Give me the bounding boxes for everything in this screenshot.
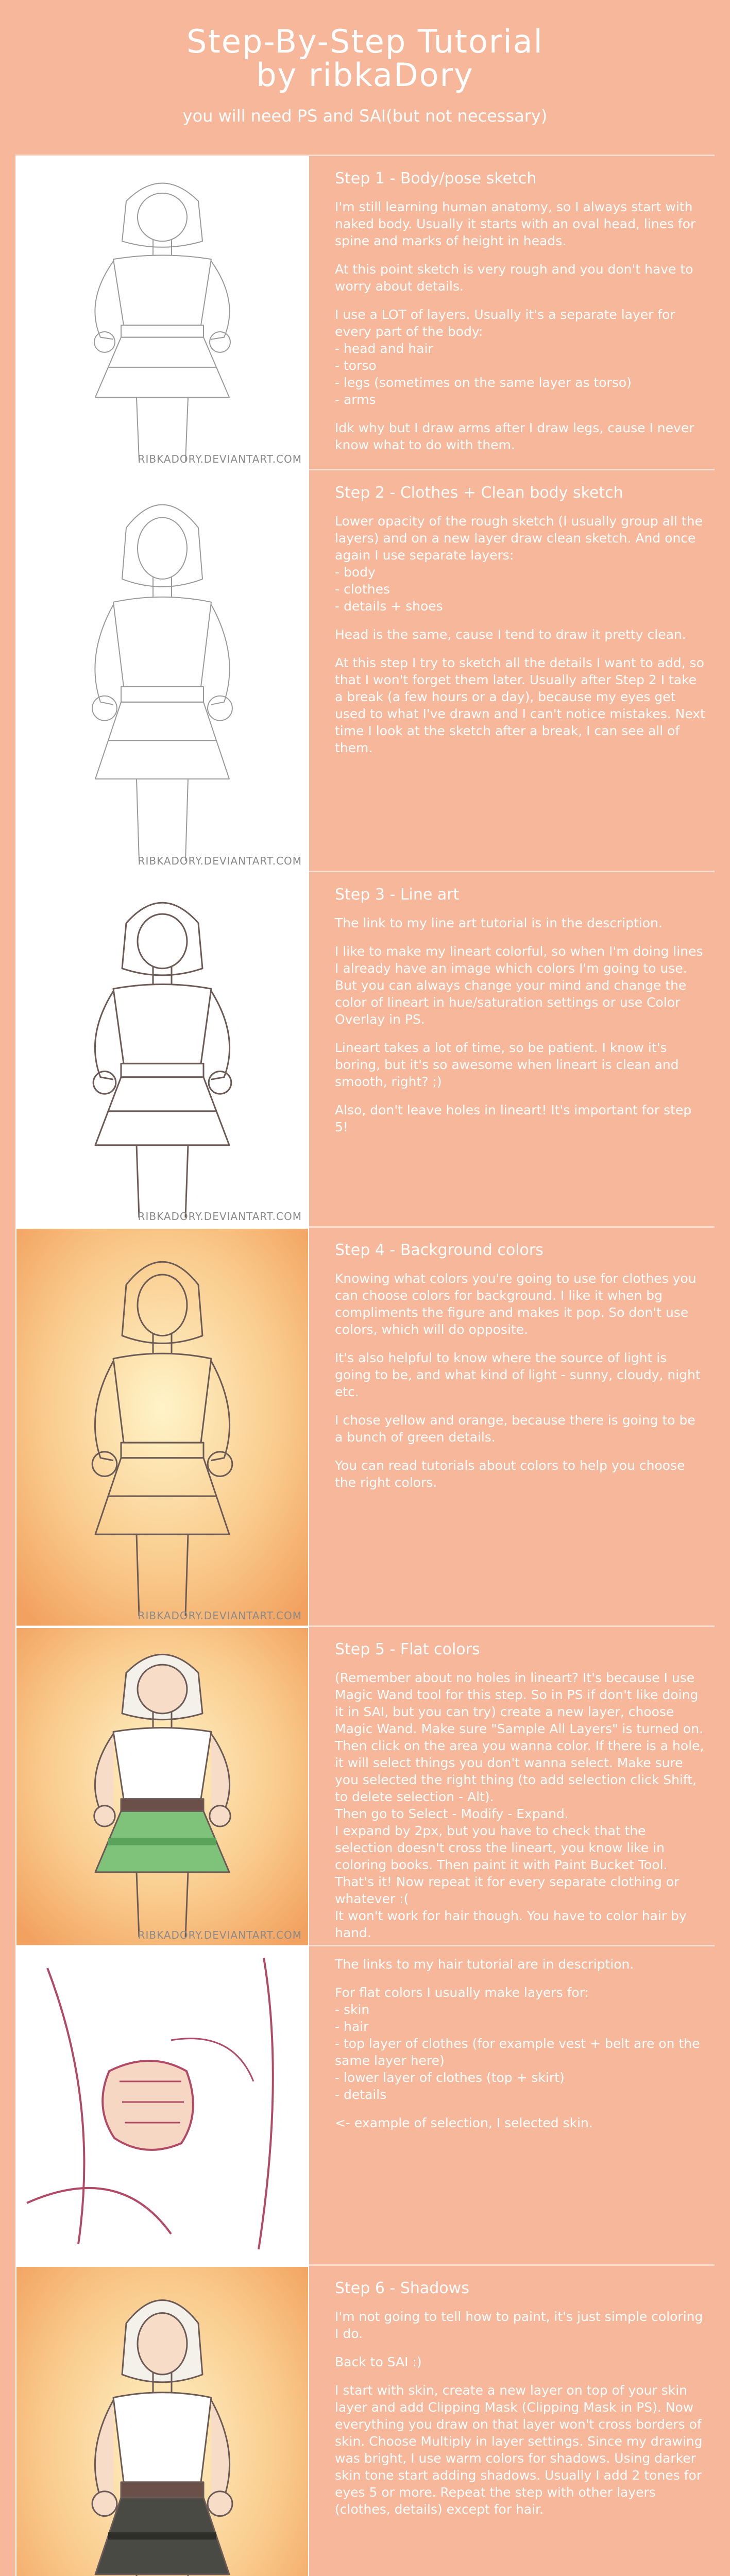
tutorial-step (15, 1625, 715, 1946)
hand-closeup-illustration (16, 1947, 308, 2265)
figure-illustration (16, 1229, 308, 1626)
step-illustration (15, 2266, 309, 2576)
step-paragraph: Lower opacity of the rough sketch (I usually group all the layers) and on a new layer draw clean sketch. And once again I use separate layers: - body - clothes - details + shoes (335, 513, 703, 614)
step-paragraph: The link to my line art tutorial is in the description. (335, 915, 663, 930)
step-paragraph: I'm still learning human anatomy, so I always start with naked body. Usually it starts with an oval head, lines for spine and marks of height in heads. (335, 199, 696, 248)
step-paragraph: Head is the same, cause I tend to draw it pretty clean. (335, 626, 686, 642)
step-text (335, 2275, 706, 2529)
figure-illustration (16, 873, 308, 1227)
step-illustration (15, 1228, 309, 1627)
step-paragraph: Back to SAI :) (335, 2354, 422, 2369)
step-paragraph: (Remember about no holes in lineart? It's because I use Magic Wand tool for this step. So in PS if don't like doing it in SAI, but you can try) create a new layer, choose Magic Wand. Make sure "Sample All Layers" is turned on. Then click on the area you wanna color. If there is a hole, it will select things you don't wanna select. Make sure you selected the right thing (to add selection click Shift, to delete selection - Alt). Then go to Select - Modify - Expand. I expand by 2px, but you have to check that the selection doesn't cross the lineart, you know like in coloring books. Then paint it with Paint Bucket Tool. That's it! Now repeat it for every separate clothing or whatever :( It won't work for hair though. You have to color hair by hand. (335, 1670, 704, 1940)
step-text (335, 1636, 706, 1953)
step-paragraph: At this point sketch is very rough and you don't have to worry about details. (335, 261, 693, 294)
step-paragraph: I like to make my lineart colorful, so when I'm doing lines I already have an image which colors I'm going to use. But you can always change your mind and change the color of lineart in hue/saturation settings or use Color Overlay in PS. (335, 943, 703, 1027)
watermark: RIBKADORY.DEVIANTART.COM (138, 1210, 302, 1223)
tutorial-title: Step-By-Step Tutorial (186, 23, 544, 60)
step-paragraph: Also, don't leave holes in lineart! It's important for step 5! (335, 1102, 692, 1134)
step-illustration (15, 156, 309, 470)
step-paragraph: Idk why but I draw arms after I draw legs, cause I never know what to do with them. (335, 420, 694, 452)
tutorial-step (15, 871, 715, 1228)
step-text (335, 882, 706, 1147)
step-title: Step 2 - Clothes + Clean body sketch (335, 484, 623, 502)
step-text (335, 1237, 706, 1502)
figure-illustration (16, 2267, 308, 2576)
requirements-note: you will need PS and SAI(but not necessary) (182, 106, 548, 126)
step-illustration (15, 470, 309, 872)
figure-illustration (16, 1628, 308, 1945)
step-illustration (15, 872, 309, 1228)
step-paragraph: For flat colors I usually make layers for: - skin - hair - top layer of clothes (for example vest + belt are on the same layer here) - lower layer of clothes (top + skirt) - details (335, 1985, 700, 2102)
step-paragraph: You can read tutorials about colors to help you choose the right colors. (335, 1458, 685, 1490)
step-title: Step 6 - Shadows (335, 2279, 469, 2297)
tutorial-step (15, 1945, 715, 2266)
watermark: RIBKADORY.DEVIANTART.COM (138, 1929, 302, 1941)
step-text (335, 1956, 706, 2143)
step-title: Step 5 - Flat colors (335, 1640, 480, 1658)
step-paragraph: At this step I try to sketch all the details I want to add, so that I won't forget them later. Usually after Step 2 I take a break (a few hours or a day), because my eyes get used to what I've drawn and I can't notice mistakes. Next time I look at the sketch after a break, I can see all of them. (335, 655, 705, 755)
tutorial-step (15, 2264, 715, 2576)
step-paragraph: I chose yellow and orange, because there is going to be a bunch of green details. (335, 1412, 695, 1445)
step-illustration (15, 1946, 309, 2266)
step-paragraph: Lineart takes a lot of time, so be patient. I know it's boring, but it's so awesome when lineart is clean and smooth, right? ;) (335, 1040, 679, 1089)
tutorial-step (15, 1226, 715, 1627)
step-paragraph: I use a LOT of layers. Usually it's a separate layer for every part of the body: - head and hair - torso - legs (sometimes on the same layer as torso) - arms (335, 307, 675, 407)
tutorial-author: by ribkaDory (256, 56, 474, 94)
step-text (335, 165, 706, 465)
step-text (335, 480, 706, 768)
header (0, 0, 730, 155)
step-title: Step 1 - Body/pose sketch (335, 170, 537, 188)
step-paragraph: It's also helpful to know where the source of light is going to be, and what kind of light - sunny, cloudy, night etc. (335, 1350, 701, 1399)
step-paragraph: <- example of selection, I selected skin. (335, 2115, 593, 2130)
step-illustration (15, 1627, 309, 1946)
step-paragraph: The links to my hair tutorial are in description. (335, 1957, 634, 1972)
step-title: Step 3 - Line art (335, 886, 460, 904)
watermark: RIBKADORY.DEVIANTART.COM (138, 855, 302, 867)
step-paragraph: I start with skin, create a new layer on top of your skin layer and add Clipping Mask (Clipping Mask in PS). Now everything you draw on that layer won't cross borders of skin. Choose Multiply in layer settings. Since my drawing was bright, I use warm colors for shadows. Using darker skin tone start adding shadows. Usually I add 2 tones for eyes 5 or more. Repeat the step with other layers (clothes, details) except for hair. (335, 2382, 703, 2517)
tutorial-step (15, 469, 715, 872)
tutorial-step (15, 155, 715, 470)
figure-illustration (16, 157, 308, 469)
step-title: Step 4 - Background colors (335, 1241, 544, 1259)
watermark: RIBKADORY.DEVIANTART.COM (138, 1609, 302, 1622)
watermark: RIBKADORY.DEVIANTART.COM (138, 453, 302, 465)
step-paragraph: Knowing what colors you're going to use for clothes you can choose colors for background. I like it when bg compliments the figure and makes it pop. So don't use colors, which will do opposite. (335, 1270, 697, 1337)
step-paragraph: I'm not going to tell how to paint, it's just simple coloring I do. (335, 2309, 703, 2341)
figure-illustration (16, 471, 308, 871)
